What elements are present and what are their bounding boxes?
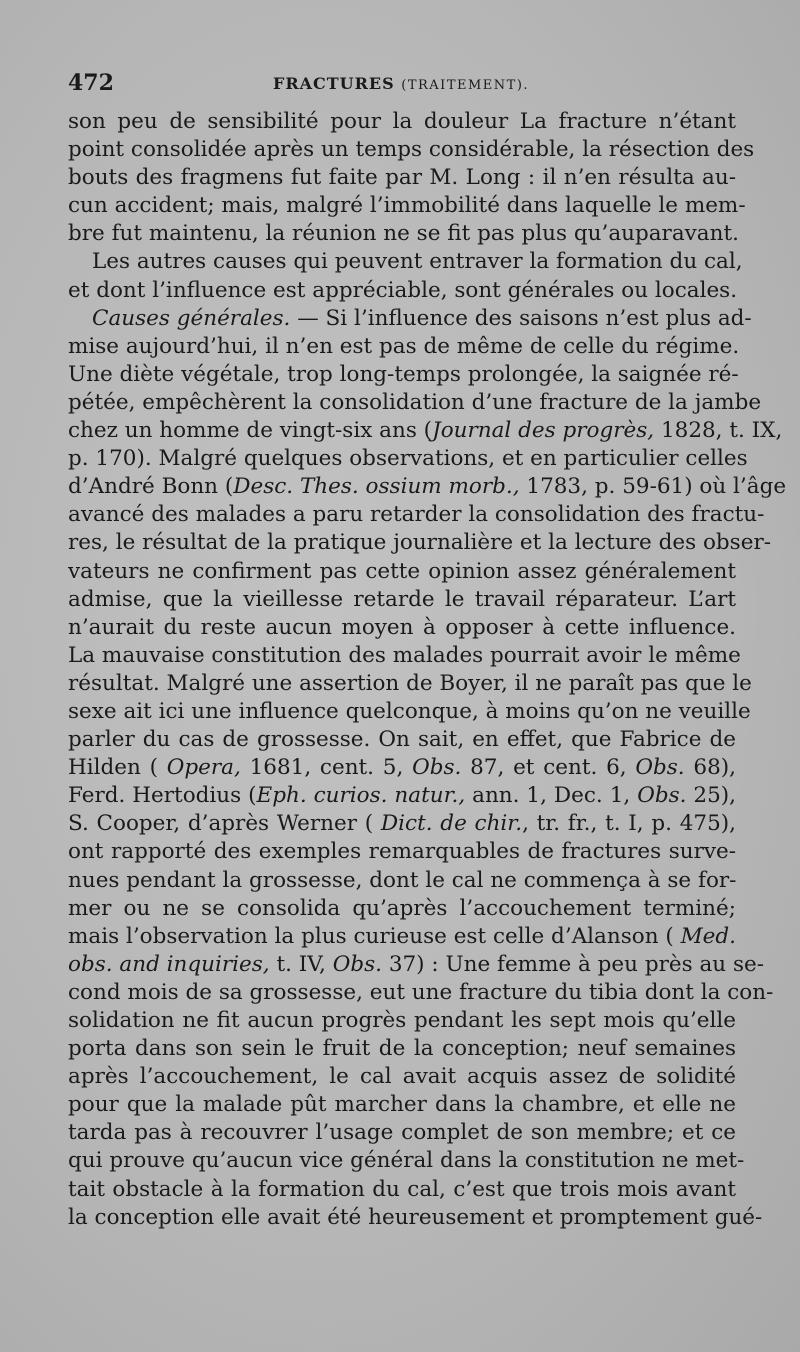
text-line bbox=[68, 951, 764, 979]
text-line bbox=[68, 192, 746, 220]
text-span: admise, que la vieillesse retarde le travail réparateur. L’art bbox=[68, 586, 736, 612]
text-span: 87, et cent. 6, bbox=[461, 755, 636, 781]
running-title-sub: (TRAITEMENT). bbox=[401, 78, 530, 93]
text-line bbox=[68, 473, 787, 501]
text-span: la conception elle avait été heureusement et promptement gué- bbox=[68, 1204, 763, 1230]
text-span: ont rapporté des exemples remarquables de fractures surve- bbox=[68, 839, 736, 865]
text-line bbox=[68, 614, 736, 642]
text-span: et dont l’influence est appréciable, sont générales ou locales. bbox=[68, 277, 738, 303]
text-span: 1681, cent. 5, bbox=[240, 755, 413, 781]
text-span: — Si l’influence des saisons n’est plus ad- bbox=[290, 305, 752, 331]
page-number: 472 bbox=[68, 70, 114, 96]
text-span: nues pendant la grossesse, dont le cal ne commença à se for- bbox=[68, 867, 737, 893]
text-line bbox=[68, 586, 736, 614]
text-line bbox=[68, 1119, 736, 1147]
text-span: bouts des fragmens fut faite par M. Long : il n’en résulta au- bbox=[68, 165, 736, 191]
text-span: tarda pas à recouvrer l’usage complet de son membre; et ce bbox=[68, 1120, 736, 1146]
text-span: avancé des malades a paru retarder la consolidation des fractu- bbox=[68, 502, 765, 528]
text-line bbox=[68, 333, 740, 361]
text-span: 25), bbox=[686, 783, 736, 809]
text-line bbox=[68, 1091, 736, 1119]
text-line bbox=[68, 501, 765, 529]
text-span: qui prouve qu’aucun vice général dans la constitution ne met- bbox=[68, 1148, 745, 1174]
text-span: t. IV, bbox=[269, 951, 333, 977]
text-line bbox=[68, 698, 751, 726]
text-span: chez un homme de vingt-six ans ( bbox=[68, 418, 433, 444]
text-span: La mauvaise constitution des malades pourrait avoir le même bbox=[68, 642, 741, 668]
text-line bbox=[68, 670, 752, 698]
text-span: Ferd. Hertodius ( bbox=[68, 783, 257, 809]
text-line bbox=[68, 558, 736, 586]
text-line bbox=[68, 923, 736, 951]
text-line bbox=[68, 1035, 736, 1063]
italic-text: Obs. bbox=[332, 951, 382, 977]
text-span: résultat. Malgré une assertion de Boyer, il ne paraît pas que le bbox=[68, 670, 752, 696]
text-span: 37) : Une femme à peu près au se- bbox=[381, 951, 764, 977]
text-line bbox=[68, 417, 783, 445]
italic-text: Obs. bbox=[412, 755, 462, 781]
text-line bbox=[68, 1176, 736, 1204]
italic-text: Journal des progrès, bbox=[432, 418, 655, 444]
text-span: solidation ne fit aucun progrès pendant les sept mois qu’elle bbox=[68, 1008, 736, 1033]
text-line bbox=[68, 220, 739, 248]
text-span: Une diète végétale, trop long-temps prolongée, la saignée ré- bbox=[68, 361, 739, 387]
text-line bbox=[68, 979, 774, 1007]
text-span: n’aurait du reste aucun moyen à opposer à cette influence. bbox=[68, 614, 736, 640]
text-span: mais l’observation la plus curieuse est celle d’Alanson ( bbox=[68, 923, 681, 949]
text-span: pétée, empêchèrent la consolidation d’une fracture de la jambe bbox=[68, 389, 762, 415]
running-title bbox=[68, 74, 734, 93]
text-line bbox=[68, 838, 736, 866]
text-line bbox=[68, 867, 736, 895]
text-line bbox=[68, 810, 736, 838]
italic-text: Eph. curios. natur., bbox=[256, 783, 466, 809]
running-title-main: FRACTURES bbox=[272, 74, 395, 93]
text-line bbox=[68, 389, 762, 417]
text-span: 1783, p. 59-61) où l’âge bbox=[519, 474, 787, 500]
text-span: parler du cas de grossesse. On sait, en effet, que Fabrice de bbox=[68, 727, 736, 753]
text-line bbox=[68, 754, 736, 782]
text-span: Hilden ( bbox=[68, 755, 167, 781]
text-line bbox=[68, 1007, 736, 1035]
text-line bbox=[68, 305, 752, 333]
text-span: cond mois de sa grossesse, eut une fracture du tibia dont la con- bbox=[68, 979, 774, 1005]
text-span: cun accident; mais, malgré l’immobilité dans laquelle le mem- bbox=[68, 193, 746, 219]
text-span: bre fut maintenu, la réunion ne se fit pas plus qu’auparavant. bbox=[68, 221, 739, 247]
text-span: sexe ait ici une influence quelconque, à moins qu’on ne veuille bbox=[68, 698, 751, 724]
text-line bbox=[68, 1204, 763, 1232]
text-line bbox=[68, 136, 755, 164]
body-text bbox=[68, 108, 787, 1232]
italic-text: Causes générales. bbox=[92, 305, 291, 331]
text-line bbox=[68, 361, 739, 389]
text-span: p. 170). Malgré quelques observations, et en particulier celles bbox=[68, 446, 748, 472]
text-span: , tr. fr., t. I, p. 475), bbox=[522, 811, 736, 837]
italic-text: obs. and inquiries, bbox=[68, 951, 270, 977]
text-span: point consolidée après un temps considérable, la résection des bbox=[68, 137, 755, 163]
italic-text: Dict. de chir. bbox=[380, 811, 523, 837]
text-line bbox=[68, 164, 736, 192]
text-line bbox=[68, 108, 736, 136]
text-span: 1828, t. IX, bbox=[654, 418, 783, 444]
text-line bbox=[68, 895, 736, 923]
text-span: d’André Bonn ( bbox=[68, 474, 234, 500]
text-span: S. Cooper, d’après Werner ( bbox=[68, 811, 381, 837]
italic-text: Desc. Thes. ossium morb., bbox=[233, 474, 520, 500]
text-span: porta dans son sein le fruit de la conception; neuf semaines bbox=[68, 1036, 736, 1062]
text-span: ann. 1, Dec. 1, bbox=[465, 783, 638, 809]
text-line bbox=[68, 277, 736, 305]
italic-text: Med. bbox=[680, 923, 736, 949]
text-line bbox=[68, 248, 743, 276]
text-span: vateurs ne confirment pas cette opinion assez généralement bbox=[68, 558, 736, 584]
text-span: tait obstacle à la formation du cal, c’est que trois mois avant bbox=[68, 1176, 736, 1202]
text-line bbox=[68, 782, 736, 810]
text-line bbox=[68, 529, 771, 557]
italic-text: Obs. bbox=[637, 783, 687, 809]
text-line bbox=[68, 1063, 736, 1091]
text-span: mise aujourd’hui, il n’en est pas de même de celle du régime. bbox=[68, 333, 740, 359]
text-line bbox=[68, 726, 736, 754]
text-span: res, le résultat de la pratique journalière et la lecture des obser- bbox=[68, 530, 771, 556]
text-line bbox=[68, 445, 748, 473]
text-span: 68), bbox=[684, 755, 736, 781]
text-line bbox=[68, 642, 741, 670]
text-span: mer ou ne se consolida qu’après l’accouchement terminé; bbox=[68, 895, 736, 921]
text-span: son peu de sensibilité pour la douleur La fracture n’étant bbox=[68, 109, 736, 134]
text-span: après l’accouchement, le cal avait acquis assez de solidité bbox=[68, 1064, 736, 1090]
text-line bbox=[68, 1147, 745, 1175]
text-span: Les autres causes qui peuvent entraver la formation du cal, bbox=[92, 249, 743, 275]
text-span: pour que la malade pût marcher dans la chambre, et elle ne bbox=[68, 1092, 736, 1118]
italic-text: Obs. bbox=[635, 755, 685, 781]
italic-text: Opera, bbox=[166, 755, 241, 781]
page-header bbox=[68, 70, 734, 104]
